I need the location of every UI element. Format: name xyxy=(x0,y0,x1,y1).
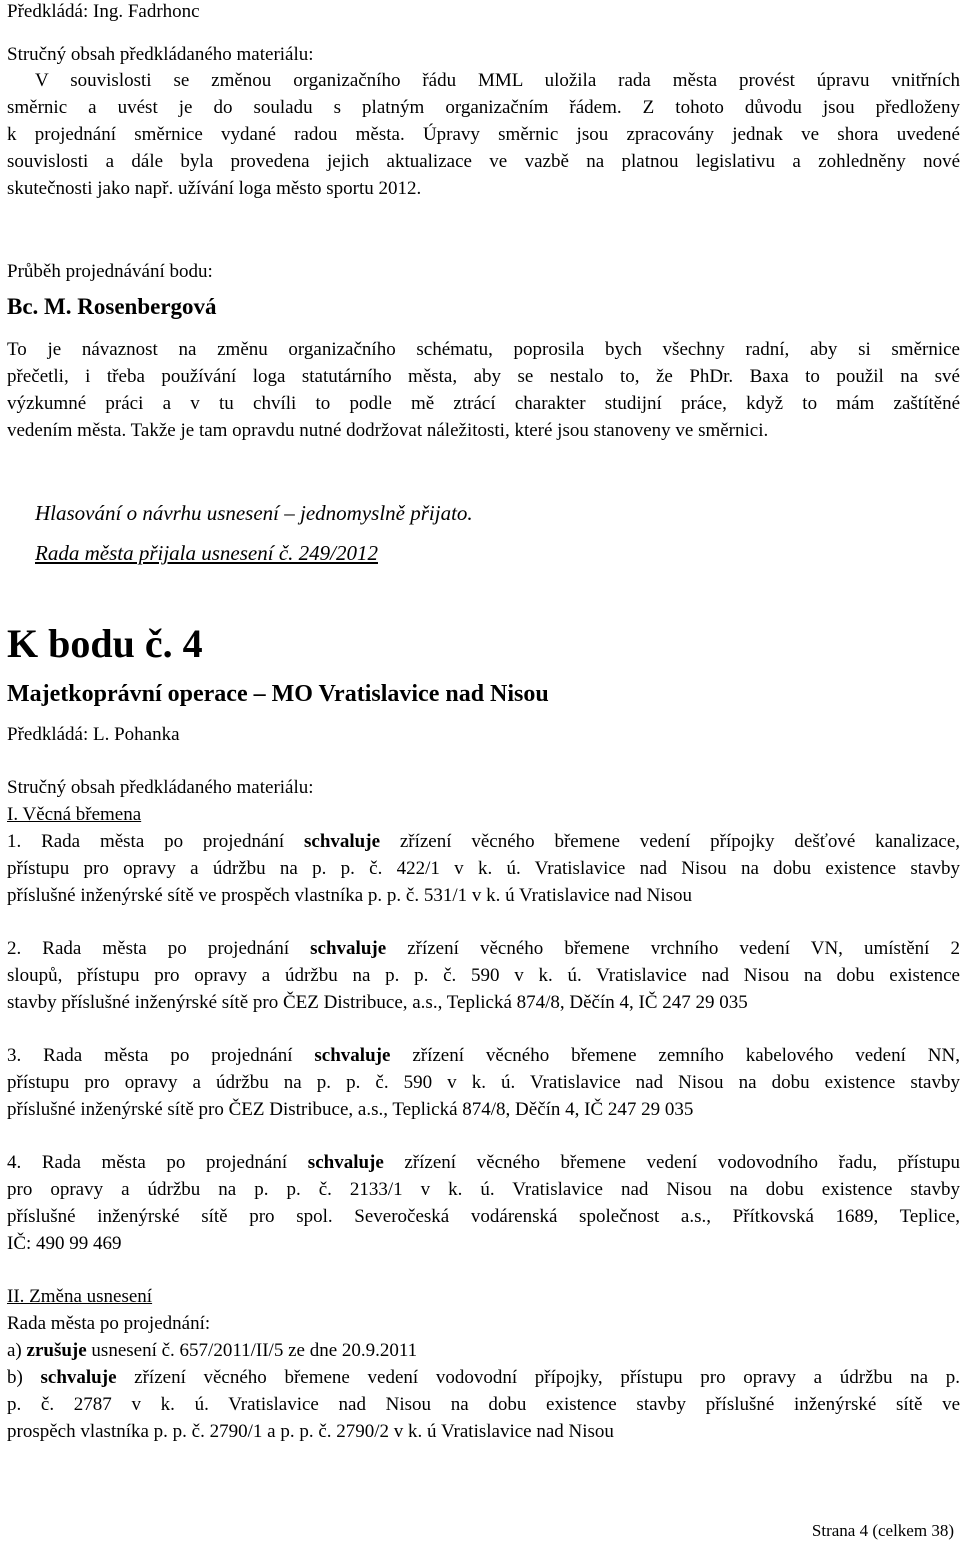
point-line: 1. Rada města po projednání schvaluje zřízení věcného břemene vedení přípojky dešťové kanalizace, xyxy=(7,831,960,852)
item-presenter: Předkládá: L. Pohanka xyxy=(7,724,180,745)
decision-verb: schvaluje xyxy=(307,1152,384,1173)
discussion-line: přečetli, i třeba používání loga statutárního města, aby se nestalo to, že PhDr. Baxa to použil na své xyxy=(7,366,960,387)
page-number: Strana 4 (celkem 38) xyxy=(811,1521,954,1540)
summary-line: směrnic a uvést je do souladu s platným organizačním řádem. Z tohoto důvodu jsou předloženy xyxy=(7,97,960,118)
summary-line: skutečnosti jako např. užívání loga město sportu 2012. xyxy=(7,178,422,199)
point-line: pro opravy a údržbu na p. p. č. 2133/1 v k. ú. Vratislavice nad Nisou na dobu existence stavby xyxy=(7,1179,960,1200)
decision-verb: schvaluje xyxy=(304,831,380,852)
decision-verb: schvaluje xyxy=(310,938,387,959)
point-line: příslušné inženýrské sítě pro spol. Severočeská vodárenská společnost a.s., Přítkovská 1689, Teplice, xyxy=(7,1206,960,1227)
point-line: sloupů, přístupu pro opravy a údržbu na p. p. č. 590 v k. ú. Vratislavice nad Nisou na dobu existence xyxy=(7,965,960,986)
change-line-b: b) schvaluje zřízení věcného břemene vedení vodovodní přípojky, přístupu pro opravy a údržbu na p. xyxy=(7,1367,960,1388)
point-line: přístupu pro opravy a údržbu na p. p. č. 590 v k. ú. Vratislavice nad Nisou na dobu existence stavby xyxy=(7,1072,960,1093)
change-line-b: p. č. 2787 v k. ú. Vratislavice nad Nisou na dobu existence stavby příslušné inženýrské sítě ve xyxy=(7,1394,960,1415)
point-line: přístupu pro opravy a údržbu na p. p. č. 422/1 v k. ú. Vratislavice nad Nisou na dobu existence stavby xyxy=(7,858,960,879)
section-heading: I. Věcná břemena xyxy=(7,804,142,825)
point-line: stavby příslušné inženýrské sítě pro ČEZ Distribuce, a.s., Teplická 874/8, Děčín 4, IČ 247 29 035 xyxy=(7,992,748,1013)
summary-heading: Stručný obsah předkládaného materiálu: xyxy=(7,44,314,65)
resolution-number: Rada města přijala usnesení č. 249/2012 xyxy=(35,541,378,565)
change-line-a: a) zrušuje usnesení č. 657/2011/II/5 ze dne 20.9.2011 xyxy=(7,1340,418,1361)
summary-line: k projednání směrnice vydané radou města. Úpravy směrnic jsou zpracovány jednak ve shora uvedené xyxy=(7,124,960,145)
presenter-line: Předkládá: Ing. Fadrhonc xyxy=(7,1,200,22)
point-line: 4. Rada města po projednání schvaluje zřízení věcného břemene vedení vodovodního řadu, přístupu xyxy=(7,1152,960,1173)
section-intro: Rada města po projednání: xyxy=(7,1313,211,1334)
vote-result: Hlasování o návrhu usnesení – jednomyslně přijato. xyxy=(35,501,473,525)
discussion-line: výzkumné práci a v tu chvíli to podle mě ztrácí charakter studijní práce, když to mám zaštítěné xyxy=(7,393,960,414)
item-summary-heading: Stručný obsah předkládaného materiálu: xyxy=(7,777,314,798)
decision-verb: schvaluje xyxy=(40,1367,117,1388)
item-subtitle: Majetkoprávní operace – MO Vratislavice nad Nisou xyxy=(7,681,549,707)
change-line-b: prospěch vlastníka p. p. č. 2790/1 a p. p. č. 2790/2 v k. ú Vratislavice nad Nisou xyxy=(7,1421,614,1442)
point-line: příslušné inženýrské sítě pro ČEZ Distribuce, a.s., Teplická 874/8, Děčín 4, IČ 247 29 035 xyxy=(7,1099,694,1120)
summary-line: souvislosti a dále byla provedena jejich aktualizace ve vazbě na platnou legislativu a zohledněny nové xyxy=(7,151,960,172)
discussion-line: To je návaznost na změnu organizačního schématu, poprosila bych všechny radní, aby si směrnice xyxy=(7,339,960,360)
point-line: IČ: 490 99 469 xyxy=(7,1233,122,1254)
speaker-name: Bc. M. Rosenbergová xyxy=(7,294,217,319)
decision-verb: schvaluje xyxy=(314,1045,391,1066)
point-line: 3. Rada města po projednání schvaluje zřízení věcného břemene zemního kabelového vedení NN, xyxy=(7,1045,960,1066)
point-line: 2. Rada města po projednání schvaluje zřízení věcného břemene vrchního vedení VN, umístění 2 xyxy=(7,938,960,959)
discussion-line: vedením města. Takže je tam opravdu nutné dodržovat náležitosti, které jsou stanoveny ve směrnici. xyxy=(7,420,769,441)
section-heading: II. Změna usnesení xyxy=(7,1286,153,1307)
item-title: K bodu č. 4 xyxy=(7,621,203,666)
discussion-heading: Průběh projednávání bodu: xyxy=(7,261,213,282)
summary-line: V souvislosti se změnou organizačního řádu MML uložila rada města provést úpravu vnitřních xyxy=(35,70,960,91)
point-line: příslušné inženýrské sítě ve prospěch vlastníka p. p. č. 531/1 v k. ú Vratislavice nad Nisou xyxy=(7,885,693,906)
decision-verb: zrušuje xyxy=(26,1340,87,1361)
